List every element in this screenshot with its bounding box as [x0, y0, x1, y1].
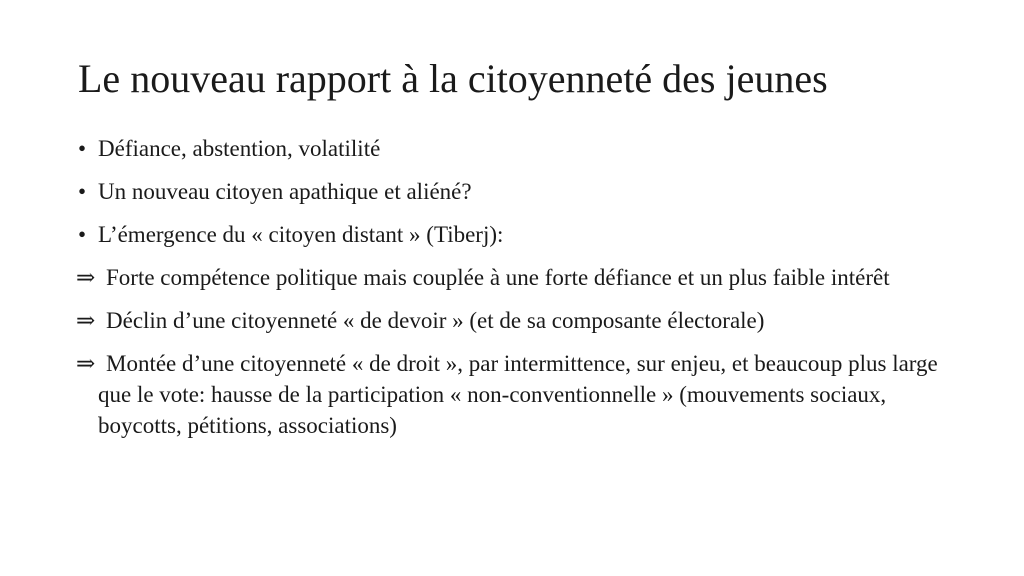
list-item — [78, 348, 958, 441]
slide-content-list — [78, 133, 958, 453]
bullet-icon: • — [78, 222, 87, 247]
implies-arrow-icon: ⇒ — [76, 265, 96, 290]
implies-arrow-icon: ⇒ — [76, 308, 96, 333]
bullet-icon: • — [78, 136, 87, 161]
bullet-icon: • — [78, 179, 87, 204]
list-item — [78, 219, 958, 250]
list-item — [78, 262, 958, 293]
list-item-text: L’émergence du « citoyen distant » (Tiberj): — [98, 222, 504, 247]
list-item-text: Défiance, abstention, volatilité — [98, 136, 381, 161]
slide-title: Le nouveau rapport à la citoyenneté des jeunes — [78, 56, 828, 101]
implies-arrow-icon: ⇒ — [76, 351, 96, 376]
list-item — [78, 305, 958, 336]
list-item — [78, 176, 958, 207]
list-item-text: Un nouveau citoyen apathique et aliéné? — [98, 179, 472, 204]
list-item-text: Forte compétence politique mais couplée à une forte défiance et un plus faible intérêt — [106, 265, 890, 290]
list-item-text: Montée d’une citoyenneté « de droit », par intermittence, sur enjeu, et beaucoup plus large que le vote: hausse de la participation « non-conventionnelle » (mouvements sociaux, boycotts, pétitions, associations) — [98, 351, 938, 438]
list-item-text: Déclin d’une citoyenneté « de devoir » (et de sa composante électorale) — [106, 308, 765, 333]
list-item — [78, 133, 958, 164]
